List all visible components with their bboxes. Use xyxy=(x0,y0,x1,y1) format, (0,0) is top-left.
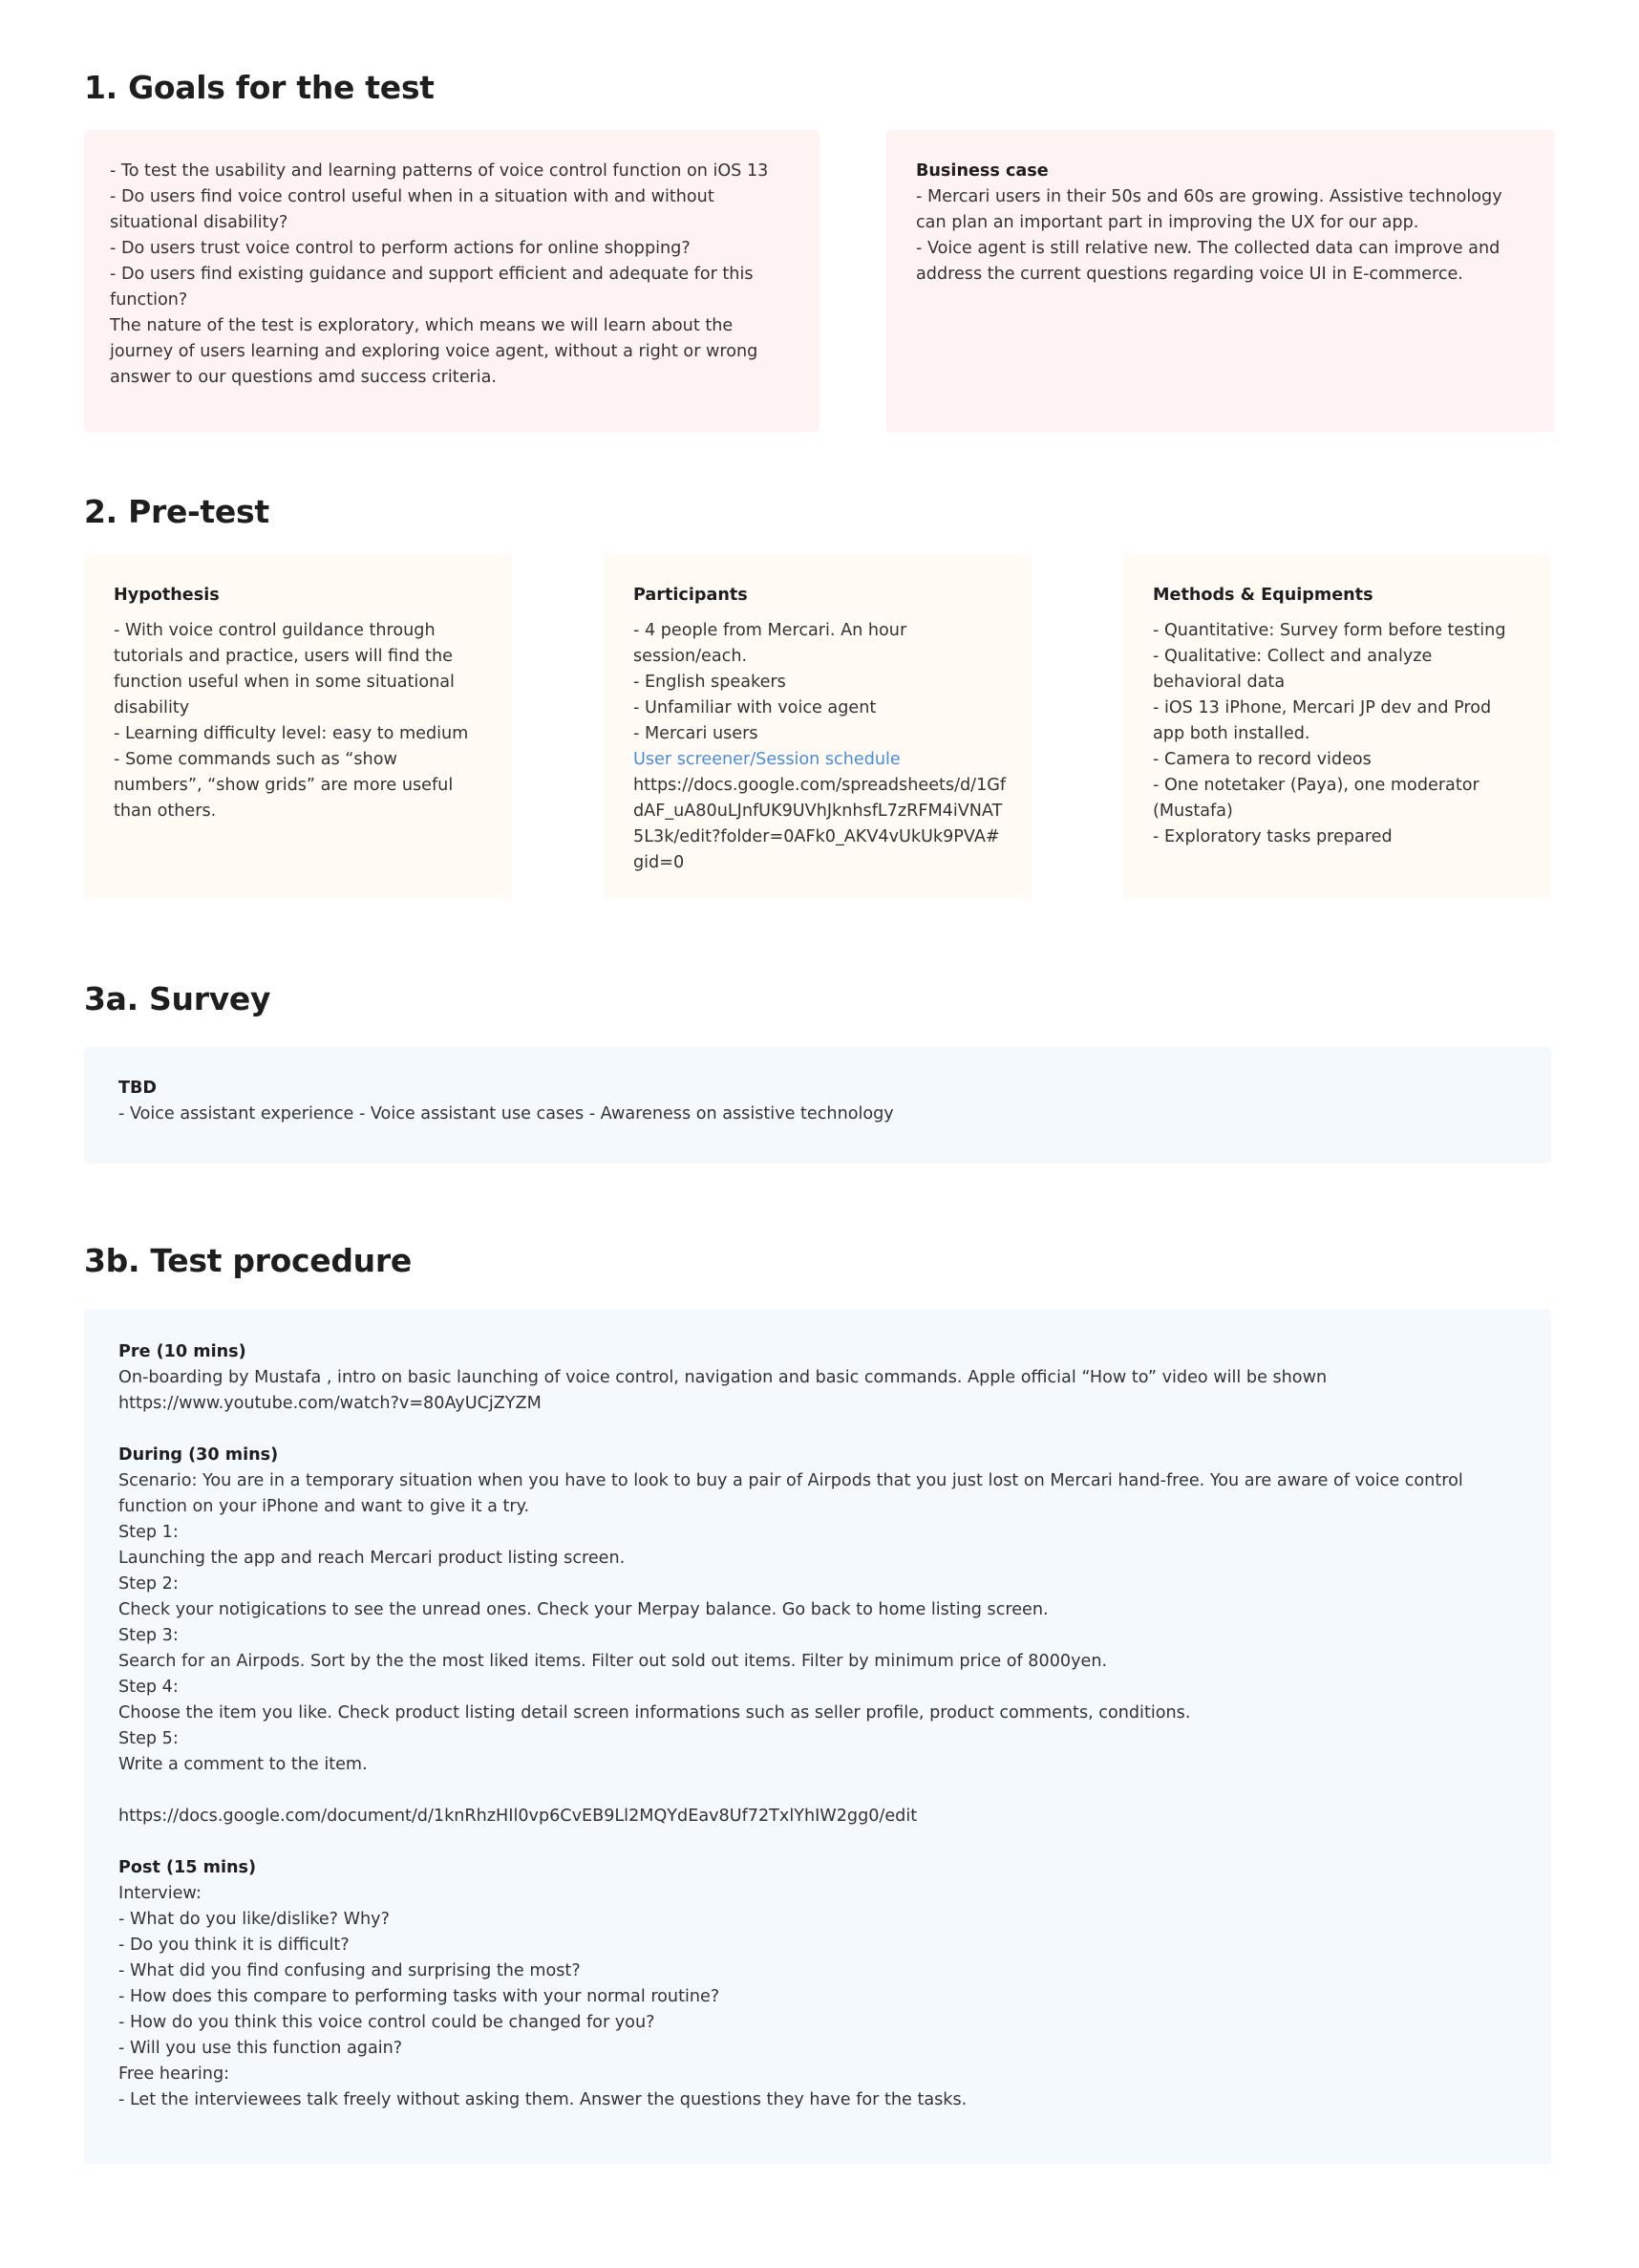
participants-line: - Unfamiliar with voice agent xyxy=(633,698,877,717)
post-line: - Let the interviewees talk freely without asking them. Answer the questions they have for the tasks. xyxy=(118,2090,968,2109)
section-heading-goals: 1. Goals for the test xyxy=(84,69,435,106)
hypothesis-line: - Some commands such as “show numbers”, “show grids” are more useful than others. xyxy=(114,750,458,821)
survey-line: - Voice assistant experience - Voice assistant use cases - Awareness on assistive technology xyxy=(118,1104,894,1123)
goals-card xyxy=(84,130,820,432)
participants-title: Participants xyxy=(633,586,748,605)
pre-line: On-boarding by Mustafa , intro on basic launching of voice control, navigation and basic commands. Apple official “How to” video will be shown xyxy=(118,1368,1328,1387)
post-line: - What did you find confusing and surprising the most? xyxy=(118,1961,581,1980)
post-title: Post (15 mins) xyxy=(118,1858,257,1877)
post-line: - Will you use this function again? xyxy=(118,2039,403,2058)
post-line: Interview: xyxy=(118,1884,202,1903)
goals-line: - Do users trust voice control to perform actions for online shopping? xyxy=(110,239,691,258)
during-line: Step 1: xyxy=(118,1523,179,1542)
during-line: Write a comment to the item. xyxy=(118,1755,368,1774)
pre-video-url[interactable]: https://www.youtube.com/watch?v=80AyUCjZYZM xyxy=(118,1394,542,1413)
hypothesis-card xyxy=(84,554,512,898)
methods-line: - Camera to record videos xyxy=(1153,750,1372,769)
business-case-card xyxy=(886,130,1555,432)
goals-line: The nature of the test is exploratory, which means we will learn about the journey of users learning and exploring voice agent, without a right or wrong answer to our questions amd success criteria. xyxy=(110,316,763,387)
section-heading-pretest: 2. Pre-test xyxy=(84,493,269,530)
during-line: Launching the app and reach Mercari product listing screen. xyxy=(118,1549,626,1568)
post-line: - Do you think it is difficult? xyxy=(118,1936,350,1955)
pre-title: Pre (10 mins) xyxy=(118,1342,246,1361)
goals-line: - To test the usability and learning patterns of voice control function on iOS 13 xyxy=(110,161,769,181)
during-line: Choose the item you like. Check product listing detail screen informations such as seller profile, product comments, conditions. xyxy=(118,1703,1191,1722)
business-case-line: - Mercari users in their 50s and 60s are growing. Assistive technology can plan an important part in improving the UX for our app. xyxy=(916,187,1508,232)
section-heading-survey: 3a. Survey xyxy=(84,980,271,1017)
post-line: - How does this compare to performing tasks with your normal routine? xyxy=(118,1987,720,2006)
participants-line: - English speakers xyxy=(633,673,786,692)
during-line: Search for an Airpods. Sort by the the most liked items. Filter out sold out items. Filter by minimum price of 8000yen. xyxy=(118,1652,1108,1671)
hypothesis-line: - Learning difficulty level: easy to medium xyxy=(114,724,469,743)
methods-line: - iOS 13 iPhone, Mercari JP dev and Prod app both installed. xyxy=(1153,698,1497,743)
during-line: Scenario: You are in a temporary situation when you have to look to buy a pair of Airpods that you just lost on Mercari hand-free. You are aware of voice control function on your iPhone and want to give it a try. xyxy=(118,1471,1469,1516)
methods-line: - One notetaker (Paya), one moderator (Mustafa) xyxy=(1153,776,1485,821)
user-screener-link[interactable]: User screener/Session schedule xyxy=(633,750,901,769)
participants-line: - Mercari users xyxy=(633,724,758,743)
hypothesis-title: Hypothesis xyxy=(114,586,220,605)
during-title: During (30 mins) xyxy=(118,1445,279,1465)
section-heading-procedure: 3b. Test procedure xyxy=(84,1242,412,1279)
procedure-card xyxy=(84,1309,1551,2164)
during-line: Step 5: xyxy=(118,1729,179,1748)
methods-line: - Qualitative: Collect and analyze behavioral data xyxy=(1153,647,1437,692)
participants-line: - 4 people from Mercari. An hour session/each. xyxy=(633,621,912,666)
business-case-line: - Voice agent is still relative new. The collected data can improve and address the current questions regarding voice UI in E-commerce. xyxy=(916,239,1505,284)
during-line: Step 4: xyxy=(118,1678,179,1697)
during-line: Step 2: xyxy=(118,1574,179,1594)
methods-title: Methods & Equipments xyxy=(1153,586,1373,605)
methods-line: - Quantitative: Survey form before testing xyxy=(1153,621,1506,640)
goals-line: - Do users find existing guidance and support efficient and adequate for this function? xyxy=(110,265,759,310)
business-case-title: Business case xyxy=(916,161,1049,181)
participants-url[interactable]: https://docs.google.com/spreadsheets/d/1GfdAF_uA80uLJnfUK9UVhJknhsfL7zRFM4iVNAT5L3k/edit?folder=0AFk0_AKV4vUkUk9PVA#gid=0 xyxy=(633,776,1007,872)
during-doc-url[interactable]: https://docs.google.com/document/d/1knRhzHIl0vp6CvEB9Ll2MQYdEav8Uf72TxlYhIW2gg0/edit xyxy=(118,1807,918,1826)
hypothesis-line: - With voice control guildance through tutorials and practice, users will find the function useful when in some situational disability xyxy=(114,621,460,717)
methods-card xyxy=(1123,554,1551,898)
methods-line: - Exploratory tasks prepared xyxy=(1153,827,1393,846)
during-line: Step 3: xyxy=(118,1626,179,1645)
survey-title: TBD xyxy=(118,1079,158,1098)
goals-line: - Do users find voice control useful when in a situation with and without situational disability? xyxy=(110,187,720,232)
post-line: - How do you think this voice control could be changed for you? xyxy=(118,2013,655,2032)
post-line: - What do you like/dislike? Why? xyxy=(118,1910,390,1929)
participants-card xyxy=(604,554,1032,898)
post-line: Free hearing: xyxy=(118,2065,230,2084)
survey-card xyxy=(84,1047,1551,1164)
during-line: Check your notigications to see the unread ones. Check your Merpay balance. Go back to home listing screen. xyxy=(118,1600,1049,1619)
